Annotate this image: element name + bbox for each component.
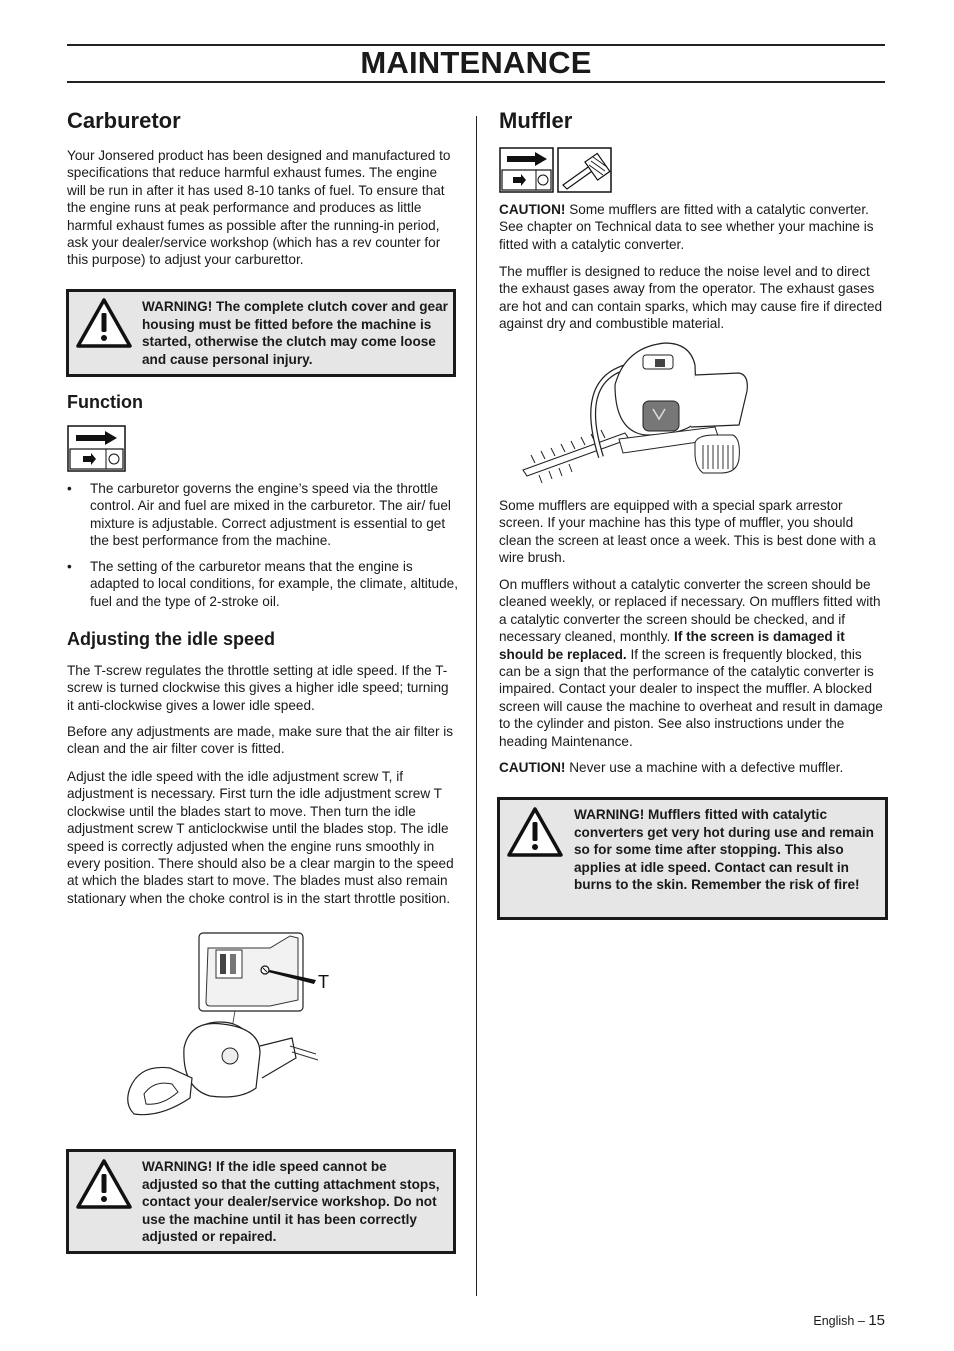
caution-defective-text: Never use a machine with a defective muffler.: [565, 760, 844, 775]
warning-text-clutch: WARNING! The complete clutch cover and gear housing must be fitted before the machine is started, otherwise the clutch may come loose and cause personal injury.: [142, 299, 448, 367]
caution-label: CAUTION!: [499, 760, 566, 775]
bullet-dot: •: [67, 481, 72, 496]
footer-dash: –: [857, 1314, 865, 1328]
hedge-trimmer-illustration: [515, 335, 755, 485]
warning-text-idle: WARNING! If the idle speed cannot be adjusted so that the cutting attachment stops, contact your dealer/service workshop. Do not use the machine until it has been correctly adjusted or repaired.: [142, 1159, 440, 1244]
muffler-heading: Muffler: [499, 108, 573, 133]
page-number: 15: [868, 1312, 885, 1329]
screw-t-label: T: [318, 972, 329, 992]
page-title: MAINTENANCE: [360, 45, 592, 80]
page-footer: [813, 1312, 885, 1329]
idle-paragraph-2: Before any adjustments are made, make sure that the air filter is clean and the air filter cover is fitted.: [67, 724, 454, 757]
carburetor-heading: Carburetor: [67, 108, 181, 133]
caution-label: CAUTION!: [499, 202, 566, 217]
caution-catalytic-text: Some mufflers are fitted with a catalytic converter. See chapter on Technical data to see whether your machine is fitted with a catalytic converter.: [499, 202, 874, 252]
warning-box-clutch: [66, 289, 456, 377]
function-bullet-2-text: The setting of the carburetor means that the engine is adapted to local conditions, for example, the climate, altitude, fuel and the type of 2-stroke oil.: [90, 559, 459, 609]
warning-triangle-icon: [75, 1158, 133, 1210]
bullet-dot: •: [67, 559, 72, 574]
carburetor-intro: Your Jonsered product has been designed and manufactured to specifications that reduce harmful exhaust fumes. The engine will be run in after it has used 8-10 tanks of fuel. To ensure that the engine runs at peak performance and produces as little harmful exhaust fumes as possible after the running-in period, ask your dealer/service workshop (which has a rev counter for this purpose) to adjust your carburettor.: [67, 148, 451, 268]
wire-brush-icon: [557, 147, 613, 194]
idle-speed-heading: Adjusting the idle speed: [67, 629, 276, 649]
function-bullet-1: [67, 480, 459, 550]
muffler-paragraph-2: Some mufflers are equipped with a special spark arrestor screen. If your machine has this type of muffler, you should clean the screen at least once a week. This is best done with a wire brush.: [499, 498, 876, 566]
header-bottom-rule: [67, 81, 885, 83]
warning-box-catalytic: [497, 797, 888, 920]
idle-paragraph-1: The T-screw regulates the throttle setting at idle speed. If the T-screw is turned clockwise this gives a higher idle speed; turning it anti-clockwise gives a lower idle speed.: [67, 663, 449, 713]
engine-running-arrow-icon: [499, 147, 555, 194]
muffler-paragraph-1: The muffler is designed to reduce the noise level and to direct the exhaust gases away from the operator. The exhaust gases are hot and can contain sparks, which may cause fire if directed against dry and combustible material.: [499, 264, 883, 332]
function-heading: Function: [67, 392, 143, 412]
muffler-p3-start: On mufflers without a catalytic converter the screen should be cleaned weekly, or replaced if necessary. On mufflers fitted with a catalytic converter the screen should be checked, and if necessary cleaned, monthly.: [499, 577, 881, 645]
muffler-p3-bold: If the screen is damaged it should be replaced.: [499, 629, 845, 662]
warning-box-idle: [66, 1149, 456, 1254]
function-bullet-2: [67, 558, 459, 612]
function-bullet-1-text: The carburetor governs the engine’s speed via the throttle control. Air and fuel are mixed in the carburetor. The air/ fuel mixture is adjustable. Correct adjustment is essential to get the best performance from the machine.: [90, 481, 451, 549]
footer-language: English: [813, 1314, 855, 1328]
caution-catalytic: [499, 201, 887, 253]
idle-paragraph-3: Adjust the idle speed with the idle adjustment screw T, if adjustment is necessary. First turn the idle adjustment screw T clockwise until the blades start to move. Then turn the idle adjustment screw T anticlockwise until the blades stop. The idle speed is correctly adjusted when the engine runs smoothly in every position. There should also be a clear margin to the speed at which the blades start to move. The blades must also remain stationary when the choke control is in the start throttle position.: [67, 769, 454, 906]
warning-text-catalytic: WARNING! Mufflers fitted with catalytic converters get very hot during use and remain so for some time after stopping. This also applies at idle speed. Contact can result in burns to the skin. Remember the risk of fire!: [574, 807, 874, 892]
engine-running-arrow-icon: [67, 425, 127, 473]
carburetor-screw-illustration: [120, 928, 340, 1128]
column-divider: [476, 116, 477, 1296]
muffler-paragraph-3: [499, 576, 887, 750]
caution-defective: [499, 759, 887, 776]
warning-triangle-icon: [75, 297, 133, 349]
muffler-p3-end: If the screen is frequently blocked, this can be a sign that the performance of the catalytic converter is impaired. Contact your dealer to inspect the muffler. A blocked screen will cause the machine to overheat and result in damage to the cylinder and piston. See also instructions under the heading Maintenance.: [499, 646, 883, 749]
warning-triangle-icon: [506, 806, 564, 858]
